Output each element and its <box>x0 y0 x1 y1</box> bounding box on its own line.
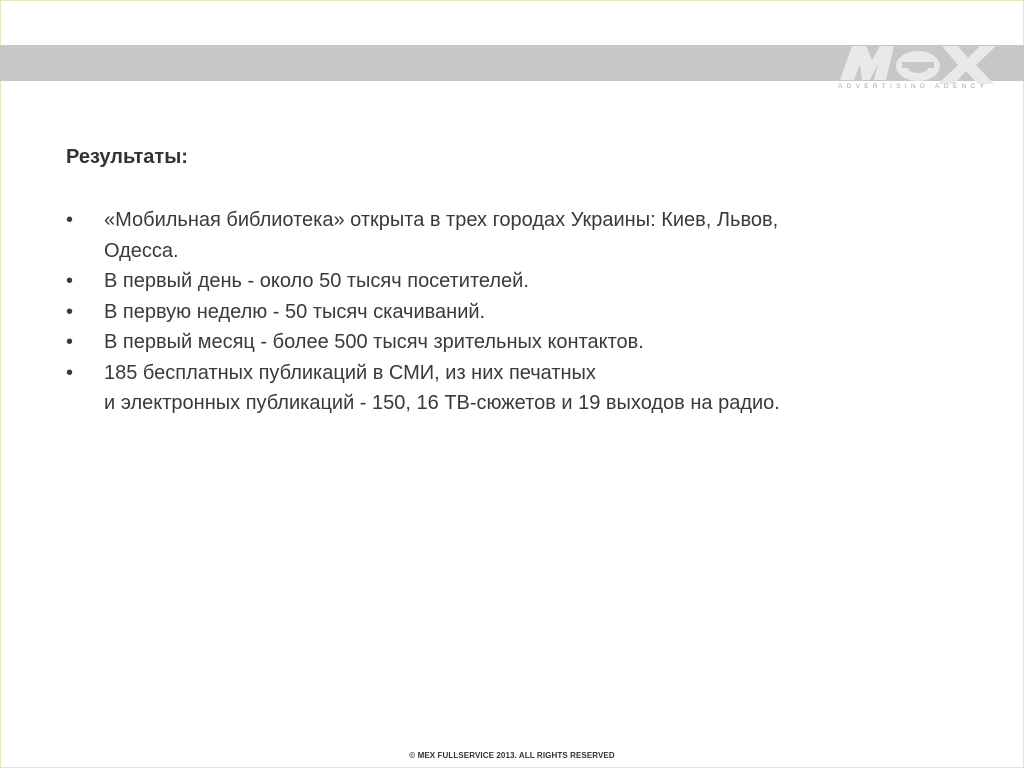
list-item <box>66 297 986 328</box>
logo-tagline: ADVERTISING AGENCY <box>838 83 989 90</box>
bullet-marker: • <box>66 361 74 384</box>
bullet-marker: • <box>66 300 74 323</box>
list-item-text: Одесса. <box>104 239 179 262</box>
footer-copyright: © MEX FULLSERVICE 2013. ALL RIGHTS RESERVED <box>409 751 615 760</box>
bullet-marker: • <box>66 209 74 231</box>
bullet-marker: • <box>66 331 74 353</box>
list-item-text: В первый день - около 50 тысяч посетителей. <box>104 270 529 292</box>
list-item-text: и электронных публикаций - 150, 16 ТВ-сюжетов и 19 выходов на радио. <box>104 392 780 414</box>
list-item <box>66 358 986 419</box>
list-item-text: В первую неделю - 50 тысяч скачиваний. <box>104 300 486 323</box>
list-item-text: 185 бесплатных публикаций в СМИ, из них печатных <box>104 361 596 384</box>
slide-content <box>66 144 986 419</box>
list-item-text: В первый месяц - более 500 тысяч зрительных контактов. <box>104 331 644 353</box>
list-item <box>66 266 986 297</box>
results-list <box>66 205 986 419</box>
bullet-marker: • <box>66 270 74 292</box>
slide-heading: Результаты: <box>66 146 188 168</box>
list-item <box>66 327 986 358</box>
list-item-text: «Мобильная библиотека» открыта в трех городах Украины: Киев, Львов, <box>104 209 779 231</box>
list-item <box>66 205 986 266</box>
